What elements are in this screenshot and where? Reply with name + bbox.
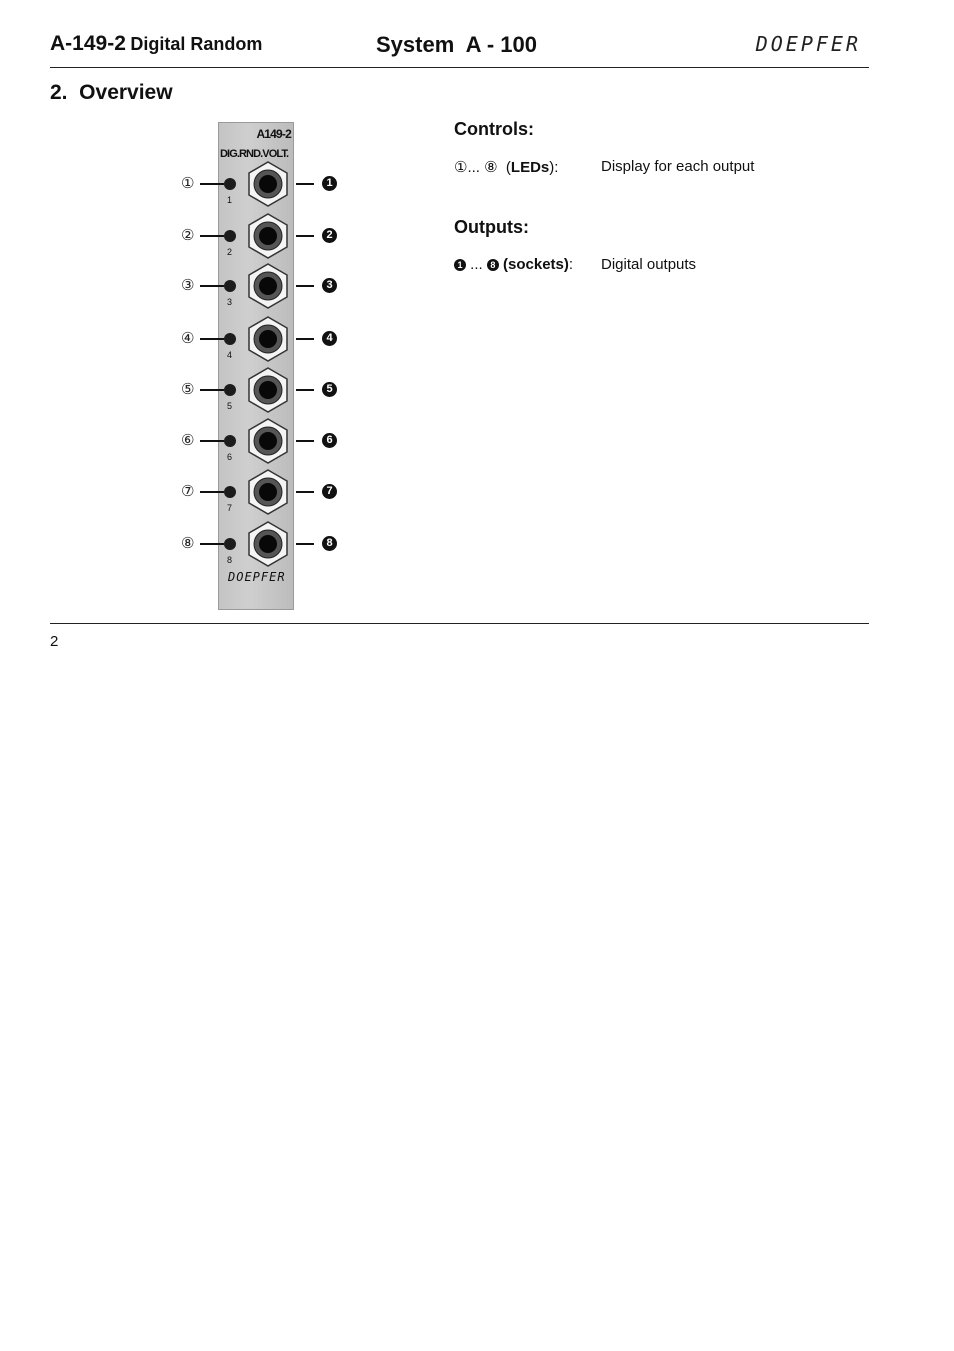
output-callout-line — [296, 543, 314, 545]
output-socket[interactable] — [246, 262, 290, 310]
header-divider — [50, 67, 869, 68]
outputs-item-name: (sockets) — [503, 256, 569, 273]
led-number-label: 1 — [227, 195, 233, 205]
led-indicator — [224, 280, 236, 292]
output-callout: 3 — [322, 278, 337, 293]
led-indicator — [224, 230, 236, 242]
controls-item-range: ①... ⑧ — [454, 159, 498, 176]
led-number-label: 2 — [227, 247, 233, 257]
led-number-label: 4 — [227, 350, 233, 360]
led-callout: ① — [181, 175, 195, 192]
led-callout-line — [200, 440, 224, 442]
led-callout: ⑤ — [181, 381, 195, 398]
output-socket[interactable] — [246, 417, 290, 465]
outputs-item-to-callout: 8 — [487, 259, 499, 271]
led-indicator — [224, 486, 236, 498]
led-indicator — [224, 178, 236, 190]
output-callout: 7 — [322, 484, 337, 499]
controls-item-name: LEDs — [510, 159, 550, 176]
page-number: 2 — [50, 633, 59, 650]
led-callout-line — [200, 338, 224, 340]
led-callout: ⑧ — [181, 535, 195, 552]
led-indicator — [224, 384, 236, 396]
outputs-item-description: Digital outputs — [601, 256, 697, 273]
footer-divider — [50, 623, 869, 624]
led-callout-line — [200, 543, 224, 545]
output-callout: 4 — [322, 331, 337, 346]
led-callout: ③ — [181, 277, 195, 294]
led-callout-line — [200, 389, 224, 391]
led-callout: ② — [181, 227, 195, 244]
output-callout-line — [296, 440, 314, 442]
output-socket[interactable] — [246, 315, 290, 363]
output-callout-line — [296, 235, 314, 237]
controls-item-key: ①... ⑧ (LEDs): — [454, 159, 559, 176]
page-header — [50, 30, 869, 66]
led-indicator — [224, 538, 236, 550]
output-callout: 1 — [322, 176, 337, 191]
controls-item-description: Display for each output — [601, 158, 755, 175]
output-socket[interactable] — [246, 160, 290, 208]
section-title: 2. Overview — [50, 81, 173, 104]
header-system: System A - 100 — [376, 32, 538, 57]
output-callout-line — [296, 491, 314, 493]
led-number-label: 8 — [227, 555, 233, 565]
led-indicator — [224, 333, 236, 345]
output-callout-line — [296, 285, 314, 287]
outputs-item-from-callout: 1 — [454, 259, 466, 271]
panel-function-label: DIG.RND.VOLT. — [220, 148, 289, 160]
led-callout-line — [200, 491, 224, 493]
output-callout: 8 — [322, 536, 337, 551]
output-callout: 5 — [322, 382, 337, 397]
controls-heading: Controls: — [454, 119, 534, 139]
header-model-number: A-149-2 — [50, 32, 126, 55]
output-callout-line — [296, 389, 314, 391]
led-indicator — [224, 435, 236, 447]
led-number-label: 3 — [227, 297, 233, 307]
header-module-name: Digital Random — [130, 34, 263, 54]
led-number-label: 6 — [227, 452, 233, 462]
outputs-item-key: 1 ... 8 (sockets): — [454, 256, 573, 273]
led-callout-line — [200, 183, 224, 185]
outputs-item-ellipsis: ... — [466, 256, 487, 273]
led-callout: ④ — [181, 330, 195, 347]
led-callout: ⑥ — [181, 432, 195, 449]
output-callout: 2 — [322, 228, 337, 243]
led-number-label: 5 — [227, 401, 233, 411]
led-callout-line — [200, 235, 224, 237]
outputs-heading: Outputs: — [454, 217, 529, 237]
led-number-label: 7 — [227, 503, 233, 513]
output-socket[interactable] — [246, 468, 290, 516]
output-socket[interactable] — [246, 366, 290, 414]
panel-brand-logo: DOEPFER — [228, 570, 286, 584]
led-callout: ⑦ — [181, 483, 195, 500]
output-callout: 6 — [322, 433, 337, 448]
led-callout-line — [200, 285, 224, 287]
output-socket[interactable] — [246, 520, 290, 568]
output-callout-line — [296, 183, 314, 185]
output-socket[interactable] — [246, 212, 290, 260]
header-model — [50, 32, 262, 56]
panel-model-label: A149-2 — [256, 127, 291, 141]
output-callout-line — [296, 338, 314, 340]
header-brand-logo: DOEPFER — [755, 32, 861, 56]
